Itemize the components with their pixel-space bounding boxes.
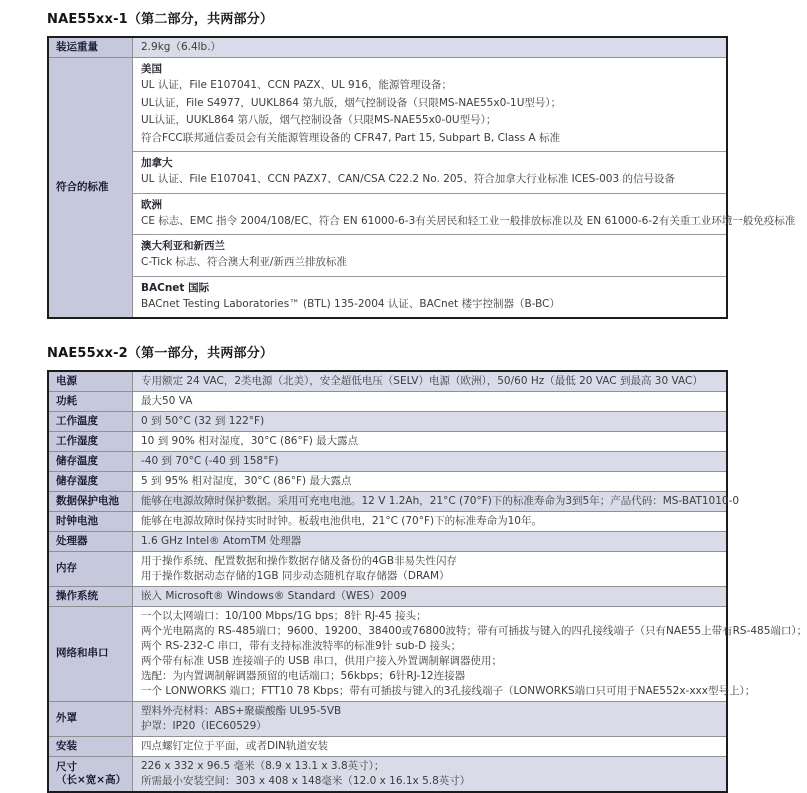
- standards-region-heading: 美国: [141, 63, 162, 75]
- row-label-line: 时钟电池: [56, 514, 98, 527]
- row-label: [49, 492, 133, 511]
- spec-text-line: UL 认证、File E107041、CCN PAZX7、CAN/CSA C22.2 No. 205、符合加拿大行业标准 ICES-003 的信号设备: [141, 173, 675, 185]
- spec-text-line: C-Tick 标志、符合澳大利亚/新西兰排放标准: [141, 256, 347, 268]
- row-label: [49, 552, 133, 586]
- row-value: [133, 512, 726, 531]
- row-label-line: 符合的标准: [56, 180, 109, 193]
- row-label: [49, 532, 133, 551]
- row-label: [49, 412, 133, 431]
- row-label: [49, 392, 133, 411]
- row-label-line: 装运重量: [56, 40, 98, 53]
- row-value: [133, 38, 726, 57]
- standards-section: [133, 58, 726, 151]
- row-value: [133, 532, 726, 551]
- row-value: [133, 607, 807, 701]
- table-row: [49, 391, 726, 411]
- row-label: [49, 58, 133, 317]
- row-label: [49, 702, 133, 736]
- spec-text-line: UL 认证，File E107041、CCN PAZX、UL 916，能源管理设备；: [141, 79, 452, 91]
- table2-specifications: [47, 370, 807, 793]
- row-label-line: 操作系统: [56, 589, 98, 602]
- row-label: [49, 432, 133, 451]
- row-value: [133, 58, 796, 317]
- row-label-line: 工作湿度: [56, 434, 98, 447]
- spec-text-line: 一个 LONWORKS 端口；FTT10 78 Kbps；带有可插拔与键入的3孔接线端子（LONWORKS端口只可用于NAE552x-xxx型号上）；: [141, 685, 756, 697]
- standards-section: [133, 193, 796, 235]
- spec-text-line: 两个带有标准 USB 连接端子的 USB 串口，供用户接入外置调制解调器使用；: [141, 655, 502, 667]
- table-row: [49, 606, 807, 701]
- row-label-line: 电源: [56, 374, 77, 387]
- table-row: [49, 531, 726, 551]
- row-label-line: 外罩: [56, 712, 77, 725]
- table2-title: NAE55xx-2（第一部分，共两部分）: [47, 346, 274, 361]
- table-row: [49, 372, 726, 391]
- row-label-line: 内存: [56, 562, 77, 575]
- spec-text-line: 用于操作数据动态存储的1GB 同步动态随机存取存储器（DRAM）: [141, 570, 450, 582]
- spec-text-line: 5 到 95% 相对湿度，30°C (86°F) 最大露点: [141, 475, 352, 487]
- table-row: [49, 511, 726, 531]
- spec-text-line: 0 到 50°C (32 到 122°F): [141, 415, 265, 427]
- table-row: [49, 756, 726, 791]
- spec-text-line: BACnet Testing Laboratories™ (BTL) 135-2004 认证、BACnet 楼宇控制器（B-BC）: [141, 297, 560, 310]
- standards-section: [133, 276, 726, 318]
- spec-text-line: 最大50 VA: [141, 395, 193, 407]
- table1-specifications: [47, 36, 796, 319]
- spec-text-line: 能够在电源故障时保护数据。采用可充电电池。12 V 1.2Ah，21°C (70°F)下的标准寿命为3到5年；产品代码：MS-BAT1010-0: [141, 495, 740, 507]
- spec-text-line: 选配：为内置调制解调器预留的电话端口；56kbps；6针RJ-12连接器: [141, 670, 466, 682]
- spec-text-line: UL认证，UUKL864 第八版，烟气控制设备（只限MS-NAE55x0-0U型号）；: [141, 114, 497, 126]
- spec-text-line: 两个光电隔离的 RS-485端口；9600、19200、38400或76800波特；带有可插拔与键入的四孔接线端子（只有NAE55上带有RS-485端口）；: [141, 625, 807, 637]
- row-label: [49, 372, 133, 391]
- spec-text-line: -40 到 70°C (-40 到 158°F): [141, 455, 279, 467]
- row-label-line: 安装: [56, 739, 77, 752]
- row-value: [133, 432, 726, 451]
- row-label-line: 处理器: [56, 534, 88, 547]
- spec-text-line: 226 x 332 x 96.5 毫米（8.9 x 13.1 x 3.8英寸）；: [141, 760, 385, 772]
- table-row: [49, 38, 726, 57]
- spec-text-line: 所需最小安装空间：303 x 408 x 148毫米（12.0 x 16.1x 5.8英寸）: [141, 775, 471, 787]
- row-label: [49, 757, 133, 791]
- standards-region-heading: 加拿大: [141, 157, 173, 169]
- spec-text-line: 1.6 GHz Intel® AtomTM 处理器: [141, 535, 302, 547]
- spec-text-line: 护罩：IP20（IEC60529）: [141, 720, 267, 732]
- spec-text-line: 10 到 90% 相对湿度，30°C (86°F) 最大露点: [141, 435, 359, 447]
- spec-text-line: 一个以太网端口：10/100 Mbps/1G bps；8针 RJ-45 接头；: [141, 610, 427, 622]
- table-row: [49, 451, 726, 471]
- table-row: [49, 431, 726, 451]
- row-label: [49, 472, 133, 491]
- row-value: [133, 552, 726, 586]
- table-row: [49, 736, 726, 756]
- spec-text-line: 用于操作系统、配置数据和操作数据存储及备份的4GB非易失性闪存: [141, 555, 458, 567]
- row-label-line: 工作温度: [56, 414, 98, 427]
- spec-text-line: 两个 RS-232-C 串口，带有支持标准波特率的标准9针 sub-D 接头；: [141, 640, 462, 652]
- row-label: [49, 512, 133, 531]
- row-value: [133, 757, 726, 791]
- row-value: [133, 472, 726, 491]
- table-row: [49, 491, 740, 511]
- spec-text-line: 塑料外壳材料：ABS+聚碳酸酯 UL95-5VB: [141, 705, 342, 717]
- row-value: [133, 412, 726, 431]
- spec-text-line: 四点螺钉定位于平面，或者DIN轨道安装: [141, 740, 329, 752]
- spec-text-line: UL认证，File S4977，UUKL864 第九版，烟气控制设备（只限MS-NAE55x0-1U型号）；: [141, 96, 562, 109]
- spec-text-line: 专用额定 24 VAC，2类电源（北美），安全超低电压（SELV）电源（欧洲），50/60 Hz（最低 20 VAC 到最高 30 VAC）: [141, 375, 703, 387]
- row-label: [49, 587, 133, 606]
- row-value: [133, 702, 726, 736]
- row-label-line: （长×宽×高）: [56, 774, 127, 786]
- row-value: [133, 452, 726, 471]
- row-value: [133, 587, 726, 606]
- row-label-line: 储存湿度: [56, 474, 98, 487]
- row-value: [133, 737, 726, 756]
- row-label: [49, 452, 133, 471]
- spec-text-line: 2.9kg（6.4lb.）: [141, 41, 222, 53]
- spec-text-line: CE 标志、EMC 指令 2004/108/EC、符合 EN 61000-6-3有关居民和轻工业一般排放标准以及 EN 61000-6-2有关重工业环境一般免疫标准: [141, 214, 796, 227]
- row-label-line: 尺寸: [56, 760, 77, 773]
- standards-section: [133, 151, 726, 193]
- row-value: [133, 492, 740, 511]
- spec-text-line: 符合FCC联邦通信委员会有关能源管理设备的 CFR47, Part 15, Subpart B, Class A 标准: [141, 131, 561, 144]
- row-value: [133, 372, 726, 391]
- spec-text-line: 能够在电源故障时保持实时时钟。板载电池供电，21°C (70°F)下的标准寿命为10年。: [141, 515, 542, 527]
- row-value: [133, 392, 726, 411]
- table1-title: NAE55xx-1（第二部分，共两部分）: [47, 12, 274, 27]
- row-label: [49, 38, 133, 57]
- table-row: [49, 586, 726, 606]
- row-label-line: 数据保护电池: [56, 494, 119, 507]
- table-row: [49, 551, 726, 586]
- table-row: [49, 57, 796, 317]
- standards-section: [133, 234, 726, 276]
- standards-region-heading: BACnet 国际: [141, 281, 210, 294]
- table-row: [49, 701, 726, 736]
- standards-region-heading: 澳大利亚和新西兰: [141, 240, 225, 252]
- table-row: [49, 411, 726, 431]
- spec-text-line: 嵌入 Microsoft® Windows® Standard（WES）2009: [141, 590, 407, 602]
- row-label: [49, 607, 133, 701]
- standards-region-heading: 欧洲: [141, 198, 162, 211]
- row-label-line: 功耗: [56, 394, 77, 407]
- table-row: [49, 471, 726, 491]
- row-label-line: 网络和串口: [56, 647, 109, 660]
- row-label-line: 储存温度: [56, 454, 98, 467]
- row-label: [49, 737, 133, 756]
